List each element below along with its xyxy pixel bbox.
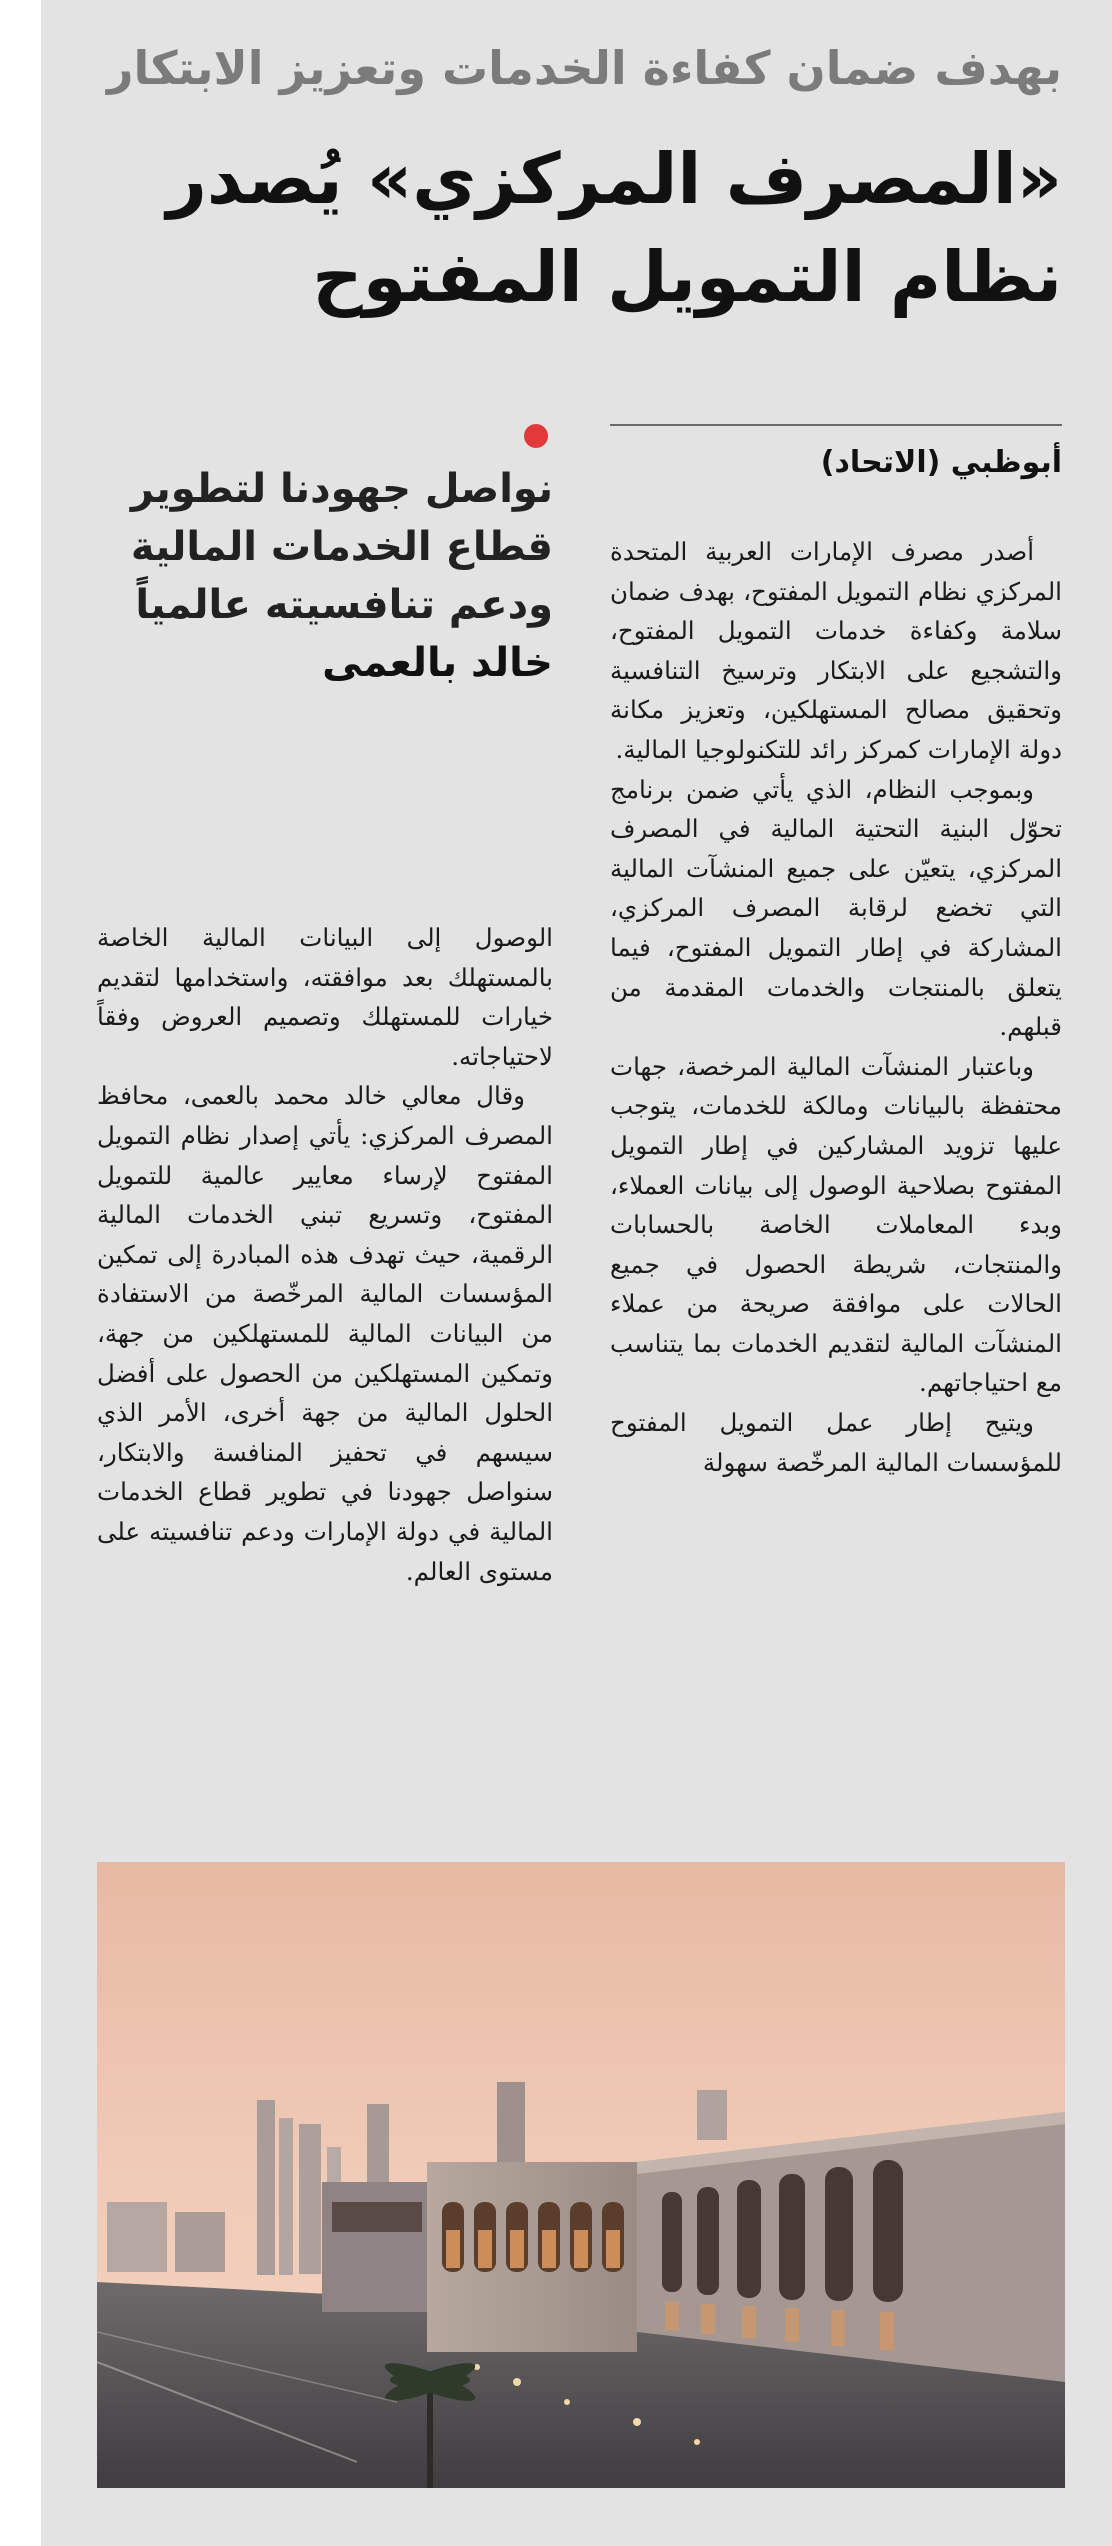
body-paragraph: الوصول إلى البيانات المالية الخاصة بالمستهلك بعد موافقته، واستخدامها لتقديم خيارات للمستهلك وتصميم العروض وفقاً لاحتياجاته. — [97, 923, 553, 1071]
article-headline: «المصرف المركزي» يُصدر نظام التمويل المفتوح — [166, 138, 1062, 318]
body-paragraph: ويتيح إطار عمل التمويل المفتوح للمؤسسات المالية المرخّصة سهولة — [610, 1408, 1062, 1477]
pull-quote-text: نواصل جهودنا لتطوير قطاع الخدمات المالية ودعم تنافسيته عالمياً — [130, 466, 553, 628]
body-column-right — [610, 532, 1062, 1827]
body-column-left — [97, 918, 553, 1833]
pull-quote-name: خالد بالعمى — [322, 640, 553, 686]
body-paragraph: وقال معالي خالد محمد بالعمى، محافظ المصرف المركزي: يأتي إصدار نظام التمويل المفتوح لإرساء معايير عالمية للتمويل المفتوح، وتسريع تبني الخدمات المالية الرقمية، حيث تهدف هذه المبادرة إلى تمكين المؤسسات المالية المرخّصة من الاستفادة من البيانات المالية للمستهلكين من جهة، وتمكين المستهلكين من الحصول على أفضل الحلول المالية من جهة أخرى، الأمر الذي سيسهم في تحفيز المنافسة والابتكار، سنواصل جهودنا في تطوير قطاع الخدمات المالية في دولة الإمارات ودعم تنافسيته على مستوى العالم. — [97, 1081, 553, 1586]
body-paragraph: وباعتبار المنشآت المالية المرخصة، جهات محتفظة بالبيانات ومالكة للخدمات، يتوجب عليها تزويد المشاركين في إطار التمويل المفتوح بصلاحية الوصول إلى بيانات العملاء، وبدء المعاملات الخاصة بالحسابات والمنتجات، شريطة الحصول في جميع الحالات على موافقة صريحة من عملاء المنشآت المالية لتقديم الخدمات بما يتناسب مع احتياجاتهم. — [610, 1051, 1062, 1398]
pull-quote-dot-icon — [524, 424, 548, 448]
body-paragraph: أصدر مصرف الإمارات العربية المتحدة المركزي نظام التمويل المفتوح، بهدف ضمان سلامة وكفاءة خدمات التمويل المفتوح، والتشجيع على الابتكار وترسيخ التنافسية وتحقيق مصالح المستهلكين، وتعزيز مكانة دولة الإمارات كمركز رائد للتكنولوجيا المالية. — [610, 537, 1062, 764]
byline-divider — [610, 424, 1062, 426]
body-paragraph: وبموجب النظام، الذي يأتي ضمن برنامج تحوّل البنية التحتية المالية في المصرف المركزي، يتعيّن على جميع المنشآت المالية التي تخضع لرقابة المصرف المركزي، المشاركة في إطار التمويل المفتوح، فيما يتعلق بالمنتجات والخدمات المقدمة من قبلهم. — [610, 774, 1062, 1042]
newspaper-page — [41, 0, 1112, 2546]
article-byline: أبوظبي (الاتحاد) — [820, 445, 1062, 480]
pull-quote — [101, 460, 553, 692]
central-bank-building-photo — [97, 1862, 1065, 2488]
article-kicker: بهدف ضمان كفاءة الخدمات وتعزيز الابتكار — [107, 41, 1062, 95]
